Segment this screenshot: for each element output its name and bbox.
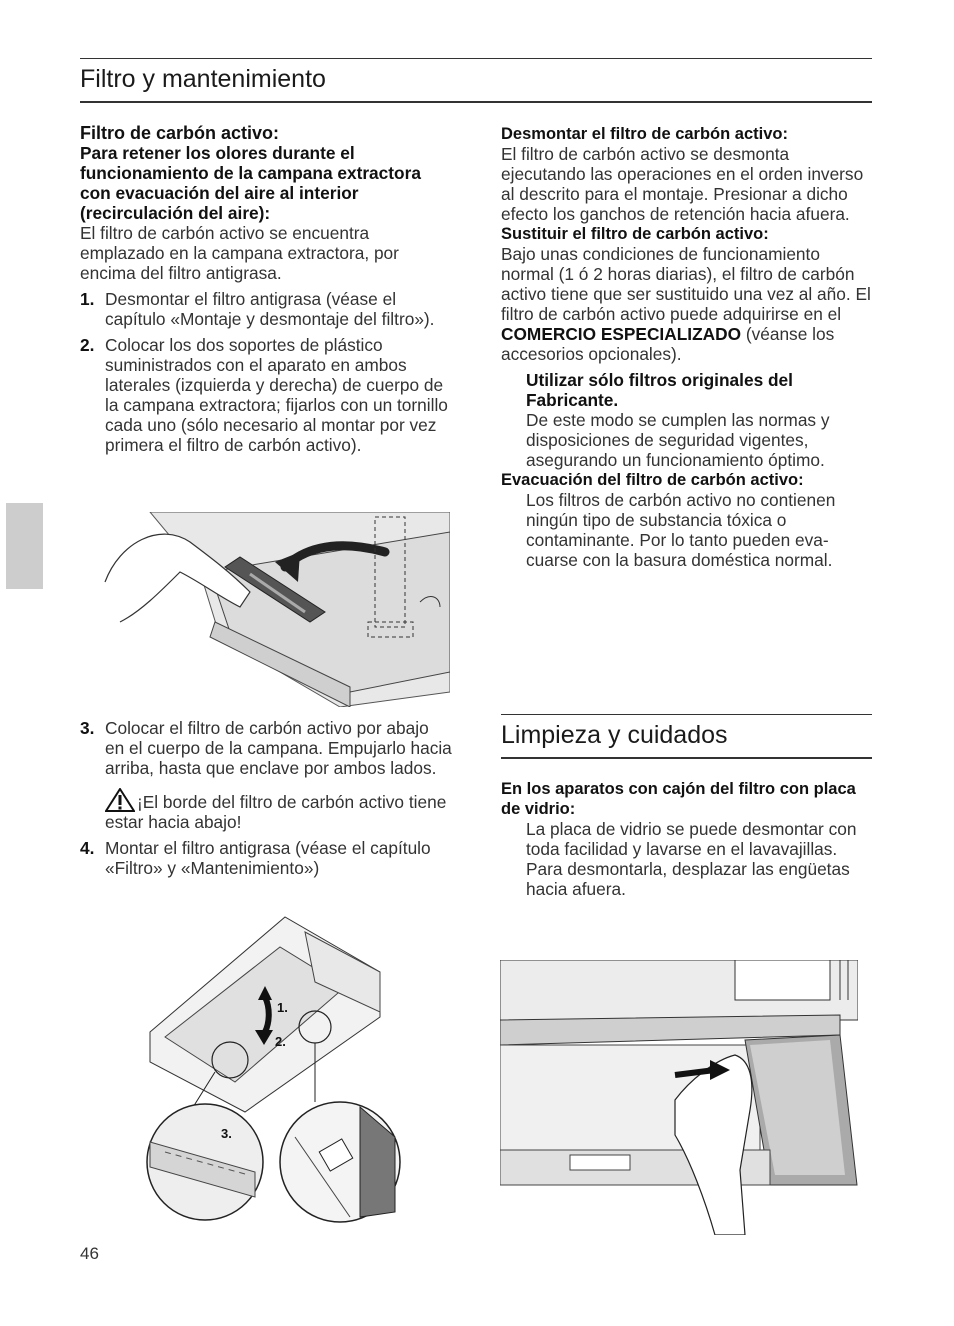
right-column-top — [501, 124, 873, 570]
remove-heading: Desmontar el filtro de carbón activo: — [501, 125, 788, 143]
step-1 — [80, 289, 452, 329]
carbon-filter-heading: Filtro de carbón activo: — [80, 123, 280, 143]
step-3 — [80, 718, 452, 778]
illustration-filter-insertion — [145, 912, 450, 1224]
step-text: Desmontar el filtro antigrasa (véase el capítulo «Montaje y desmontaje del filtro»). — [105, 289, 435, 329]
warning-note — [80, 788, 452, 832]
glass-heading: En los aparatos con cajón del filtro con placa de vidrio: — [501, 780, 856, 818]
cleaning-title: Limpieza y cuidados — [501, 721, 728, 749]
page-title: Filtro y mantenimiento — [80, 65, 326, 93]
figure-label-3: 3. — [221, 1126, 232, 1141]
disposal-text: Los filtros de carbón activo no contienen ningún tipo de substancia tóxica o contaminante. Por lo tanto pueden eva-cuarse con la basura doméstica normal. — [526, 490, 836, 570]
step-text: Colocar el filtro de carbón activo por abajo en el cuerpo de la campana. Empujarlo hacia arriba, hasta que enclave por ambos lados. — [105, 718, 452, 778]
left-column-bottom — [80, 718, 452, 878]
section-tab — [6, 503, 43, 589]
figure-label-1: 1. — [277, 1000, 288, 1015]
glass-text-1: La placa de vidrio se puede desmontar con toda facilidad y lavarse en el lavavajillas. — [526, 819, 857, 859]
carbon-intro-text: El filtro de carbón activo se encuentra emplazado en la campana extractora, por encima del filtro antigrasa. — [80, 223, 399, 283]
specialist-shop: COMERCIO ESPECIALIZADO — [501, 324, 742, 344]
figure-label-2: 2. — [275, 1034, 286, 1049]
step-2 — [80, 335, 452, 455]
step-number: 3. — [80, 718, 95, 738]
step-4 — [80, 838, 452, 878]
original-filters-bold: Utilizar sólo filtros originales del Fabricante. — [526, 370, 793, 410]
replace-text: Bajo unas condiciones de funcionamiento normal (1 ó 2 horas diarias), el filtro de carbón activo tiene que ser sustituido una vez al año. El filtro de carbón activo puede adquirirse en el COMERCIO ESPECIALIZADO (véanse los accesorios opcionales). — [501, 244, 871, 364]
replace-heading: Sustituir el filtro de carbón activo: — [501, 225, 769, 243]
step-text: Montar el filtro antigrasa (véase el capítulo «Filtro» y «Mantenimiento») — [105, 838, 431, 878]
illustration-support-mounting — [100, 512, 450, 707]
carbon-intro-bold: Para retener los olores durante el funcionamiento de la campana extractora con evacuación del aire al interior (recirculación del aire): — [80, 143, 421, 223]
disposal-heading: Evacuación del filtro de carbón activo: — [501, 471, 804, 489]
page-number: 46 — [80, 1244, 99, 1263]
right-column-bottom — [501, 779, 873, 899]
cleaning-bottom-rule — [501, 757, 872, 759]
top-rule — [80, 58, 872, 59]
glass-text-2: Para desmontarla, desplazar las engüetas hacia afuera. — [526, 859, 850, 899]
step-number: 2. — [80, 335, 95, 355]
left-column-top — [80, 123, 452, 455]
cleaning-top-rule — [501, 714, 872, 715]
warning-text: ¡El borde del filtro de carbón activo tiene estar hacia abajo! — [105, 792, 447, 832]
step-number: 4. — [80, 838, 95, 858]
illustration-glass-removal — [500, 960, 858, 1235]
title-rule — [80, 101, 872, 103]
warning-icon — [105, 788, 135, 812]
original-filters-text: De este modo se cumplen las normas y disposiciones de seguridad vigentes, asegurando un funcionamiento óptimo. — [526, 410, 830, 470]
remove-text: El filtro de carbón activo se desmonta ejecutando las operaciones en el orden inverso al descrito para el montaje. Presionar a dicho efecto los ganchos de retención hacia afuera. — [501, 144, 864, 224]
step-text: Colocar los dos soportes de plástico suministrados con el aparato en ambos laterales (izquierda y derecha) de cuerpo de la campana extractora; fijarlos con un tornillo cada uno (sólo necesario al montar por vez primera el filtro de carbón activo). — [105, 335, 448, 455]
step-number: 1. — [80, 289, 95, 309]
original-filters-note — [501, 370, 873, 470]
